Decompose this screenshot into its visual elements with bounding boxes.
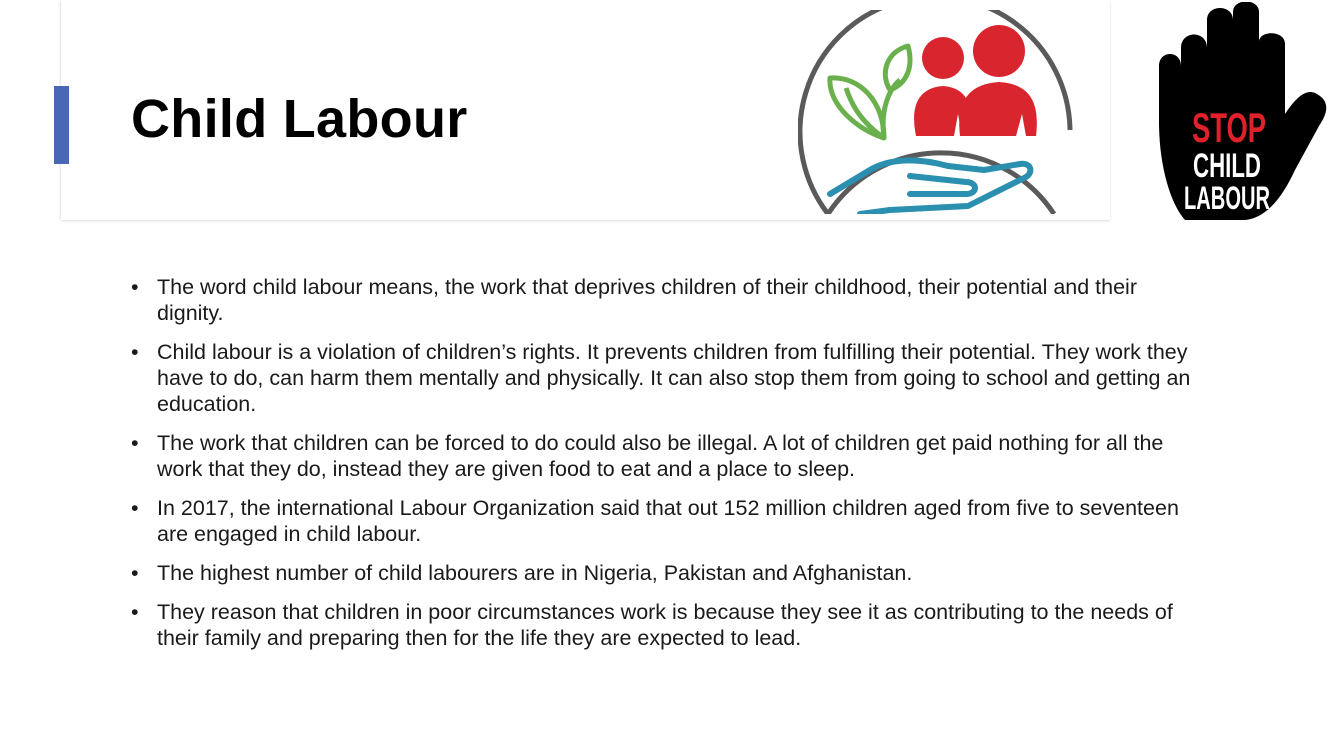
people-icon [914, 25, 1037, 136]
open-hand-icon [830, 160, 1030, 214]
list-item [131, 495, 1206, 547]
bullet-text: The work that children can be forced to do could also be illegal. A lot of children get paid nothing for all the work that they do, instead they are given food to eat and a place to sleep. [157, 431, 1164, 481]
bullet-icon: • [131, 561, 139, 585]
labour-word: LABOUR [1184, 180, 1270, 216]
slide-title: Child Labour [131, 89, 468, 149]
bullet-text: They reason that children in poor circumstances work is because they see it as contributing to the needs of their family and preparing then for the life they are expected to lead. [157, 600, 1173, 650]
child-care-icon [798, 10, 1084, 214]
bullet-text: In 2017, the international Labour Organization said that out 152 million children aged from five to seventeen are engaged in child labour. [157, 496, 1179, 546]
leaf-icon [830, 46, 910, 138]
bullet-text: The highest number of child labourers are in Nigeria, Pakistan and Afghanistan. [157, 561, 913, 585]
bullet-text: Child labour is a violation of children’s rights. It prevents children from fulfilling their potential. They work they have to do, can harm them mentally and physically. It can also stop them from going to school and getting an education. [157, 340, 1191, 416]
bullet-text: The word child labour means, the work that deprives children of their childhood, their potential and their dignity. [157, 275, 1137, 325]
bullet-icon: • [131, 340, 139, 364]
title-accent-bar [54, 86, 69, 164]
child-word: CHILD [1193, 147, 1261, 185]
bullet-list [131, 274, 1206, 664]
stop-hand-icon [1155, 2, 1333, 222]
bullet-icon: • [131, 431, 139, 455]
stop-word: STOP [1192, 104, 1266, 151]
bullet-icon: • [131, 496, 139, 520]
list-item [131, 599, 1206, 651]
bullet-icon: • [131, 600, 139, 624]
bullet-icon: • [131, 275, 139, 299]
list-item [131, 430, 1206, 482]
list-item [131, 274, 1206, 326]
list-item [131, 560, 1206, 586]
list-item [131, 339, 1206, 417]
